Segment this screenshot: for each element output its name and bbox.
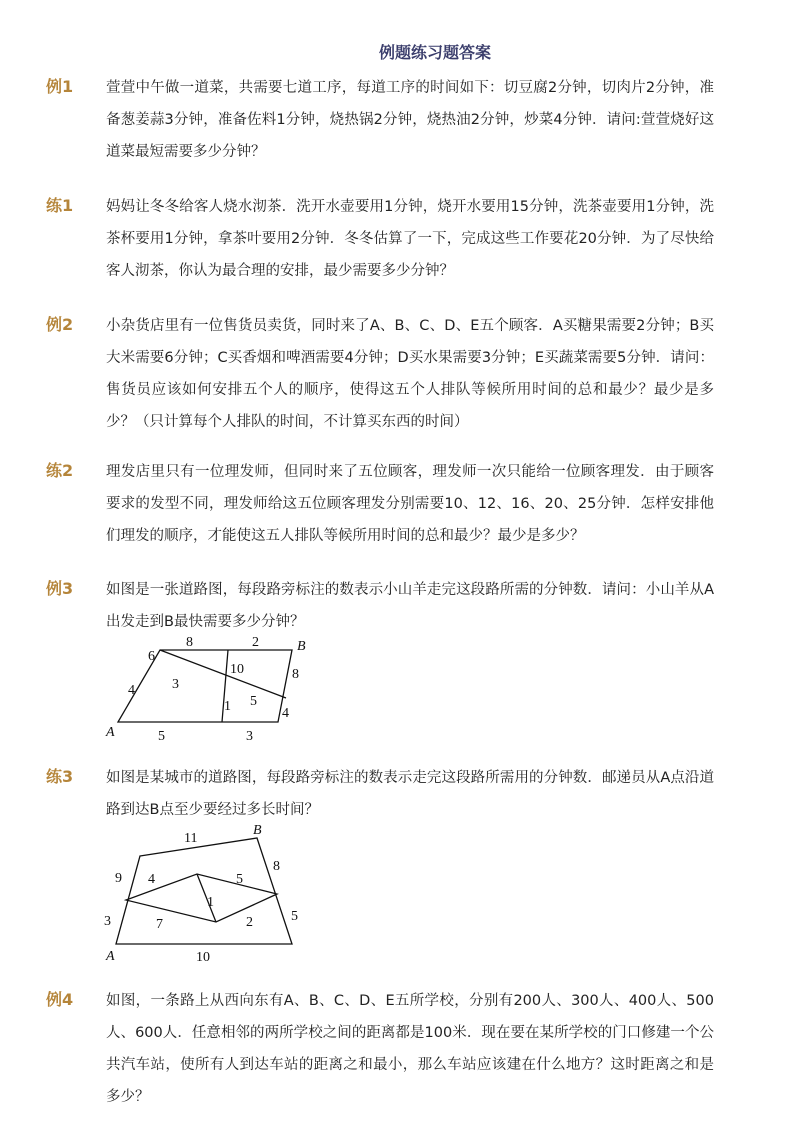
vertex-label-b: B [297,639,306,654]
item-label: 练2 [46,461,74,480]
item-text: 小杂货店里有一位售货员卖货，同时来了A、B、C、D、E五个顾客．A买糖果需要2分钟；B买大米需要6分钟；C买香烟和啤酒需要4分钟；D买水果需要3分钟；E买蔬菜需要5分钟．请问：售货员应该如何安排五个人的顺序，使得这五个人排队等候所用时间的总和最少？最少是多少？（只计算每个人排队的时间，不计算买东西的时间） [106,318,714,430]
edge-weight: 7 [156,917,163,932]
item-text: 萱萱中午做一道菜，共需要七道工序，每道工序的时间如下：切豆腐2分钟，切肉片2分钟，准备葱姜蒜3分钟，准备佐料1分钟，烧热锅2分钟，烧热油2分钟，炒菜4分钟．请问:萱萱烧好这道菜最短需要多少分钟？ [106,80,714,160]
edge-weight: 1 [207,895,214,910]
edge-weight: 6 [148,649,155,664]
edge-weight: 2 [252,635,259,650]
page-title: 例题练习题答案 [378,43,491,62]
road-diagram-2 [100,822,315,967]
edge-weight: 3 [104,914,111,929]
edge-weight: 10 [196,950,210,965]
edge-weight: 8 [273,859,280,874]
item-label: 例4 [46,990,74,1009]
edge-weight: 10 [230,662,244,677]
edge-weight: 1 [224,699,231,714]
item-label: 练3 [46,767,74,786]
edge-weight: 8 [186,635,193,650]
edge-weight: 3 [246,729,253,744]
item-label: 练1 [46,196,74,215]
edge-weight: 3 [172,677,179,692]
edge-weight: 5 [158,729,165,744]
road-diagram-1 [100,630,330,748]
item-text: 妈妈让冬冬给客人烧水沏茶．洗开水壶要用1分钟，烧开水要用15分钟，洗茶壶要用1分钟，洗茶杯要用1分钟，拿茶叶要用2分钟．冬冬估算了一下，完成这些工作要花20分钟．为了尽快给客人沏茶，你认为最合理的安排，最少需要多少分钟？ [106,199,714,279]
vertex-label-b: B [253,823,262,838]
edge-weight: 9 [115,871,122,886]
vertex-label-a: A [106,949,115,964]
edge-weight: 5 [250,694,257,709]
vertex-label-a: A [106,725,115,740]
item-label: 例3 [46,579,74,598]
edge-weight: 2 [246,915,253,930]
edge-weight: 4 [282,706,289,721]
item-text: 如图是某城市的道路图，每段路旁标注的数表示走完这段路所需用的分钟数．邮递员从A点沿道路到达B点至少要经过多长时间？ [106,770,714,818]
item-text: 如图是一张道路图，每段路旁标注的数表示小山羊走完这段路所需的分钟数．请问：小山羊从A出发走到B最快需要多少分钟？ [106,582,714,630]
item-label: 例2 [46,315,74,334]
item-text: 理发店里只有一位理发师，但同时来了五位顾客，理发师一次只能给一位顾客理发．由于顾客要求的发型不同，理发师给这五位顾客理发分别需要10、12、16、20、25分钟．怎样安排他们理发的顺序，才能使这五人排队等候所用时间的总和最少？最少是多少？ [106,464,714,544]
diagram-outline [118,650,292,722]
item-label: 例1 [46,77,74,96]
edge-weight: 8 [292,667,299,682]
edge-weight: 11 [184,831,198,846]
item-text: 如图，一条路上从西向东有A、B、C、D、E五所学校，分别有200人、300人、400人、500人、600人．任意相邻的两所学校之间的距离都是100米．现在要在某所学校的门口修建一个公共汽车站，使所有人到达车站的距离之和最小，那么车站应该建在什么地方？这时距离之和是多少？ [106,993,714,1105]
edge-weight: 5 [236,872,243,887]
edge-weight: 4 [128,683,135,698]
edge-weight: 5 [291,909,298,924]
edge-weight: 4 [148,872,155,887]
